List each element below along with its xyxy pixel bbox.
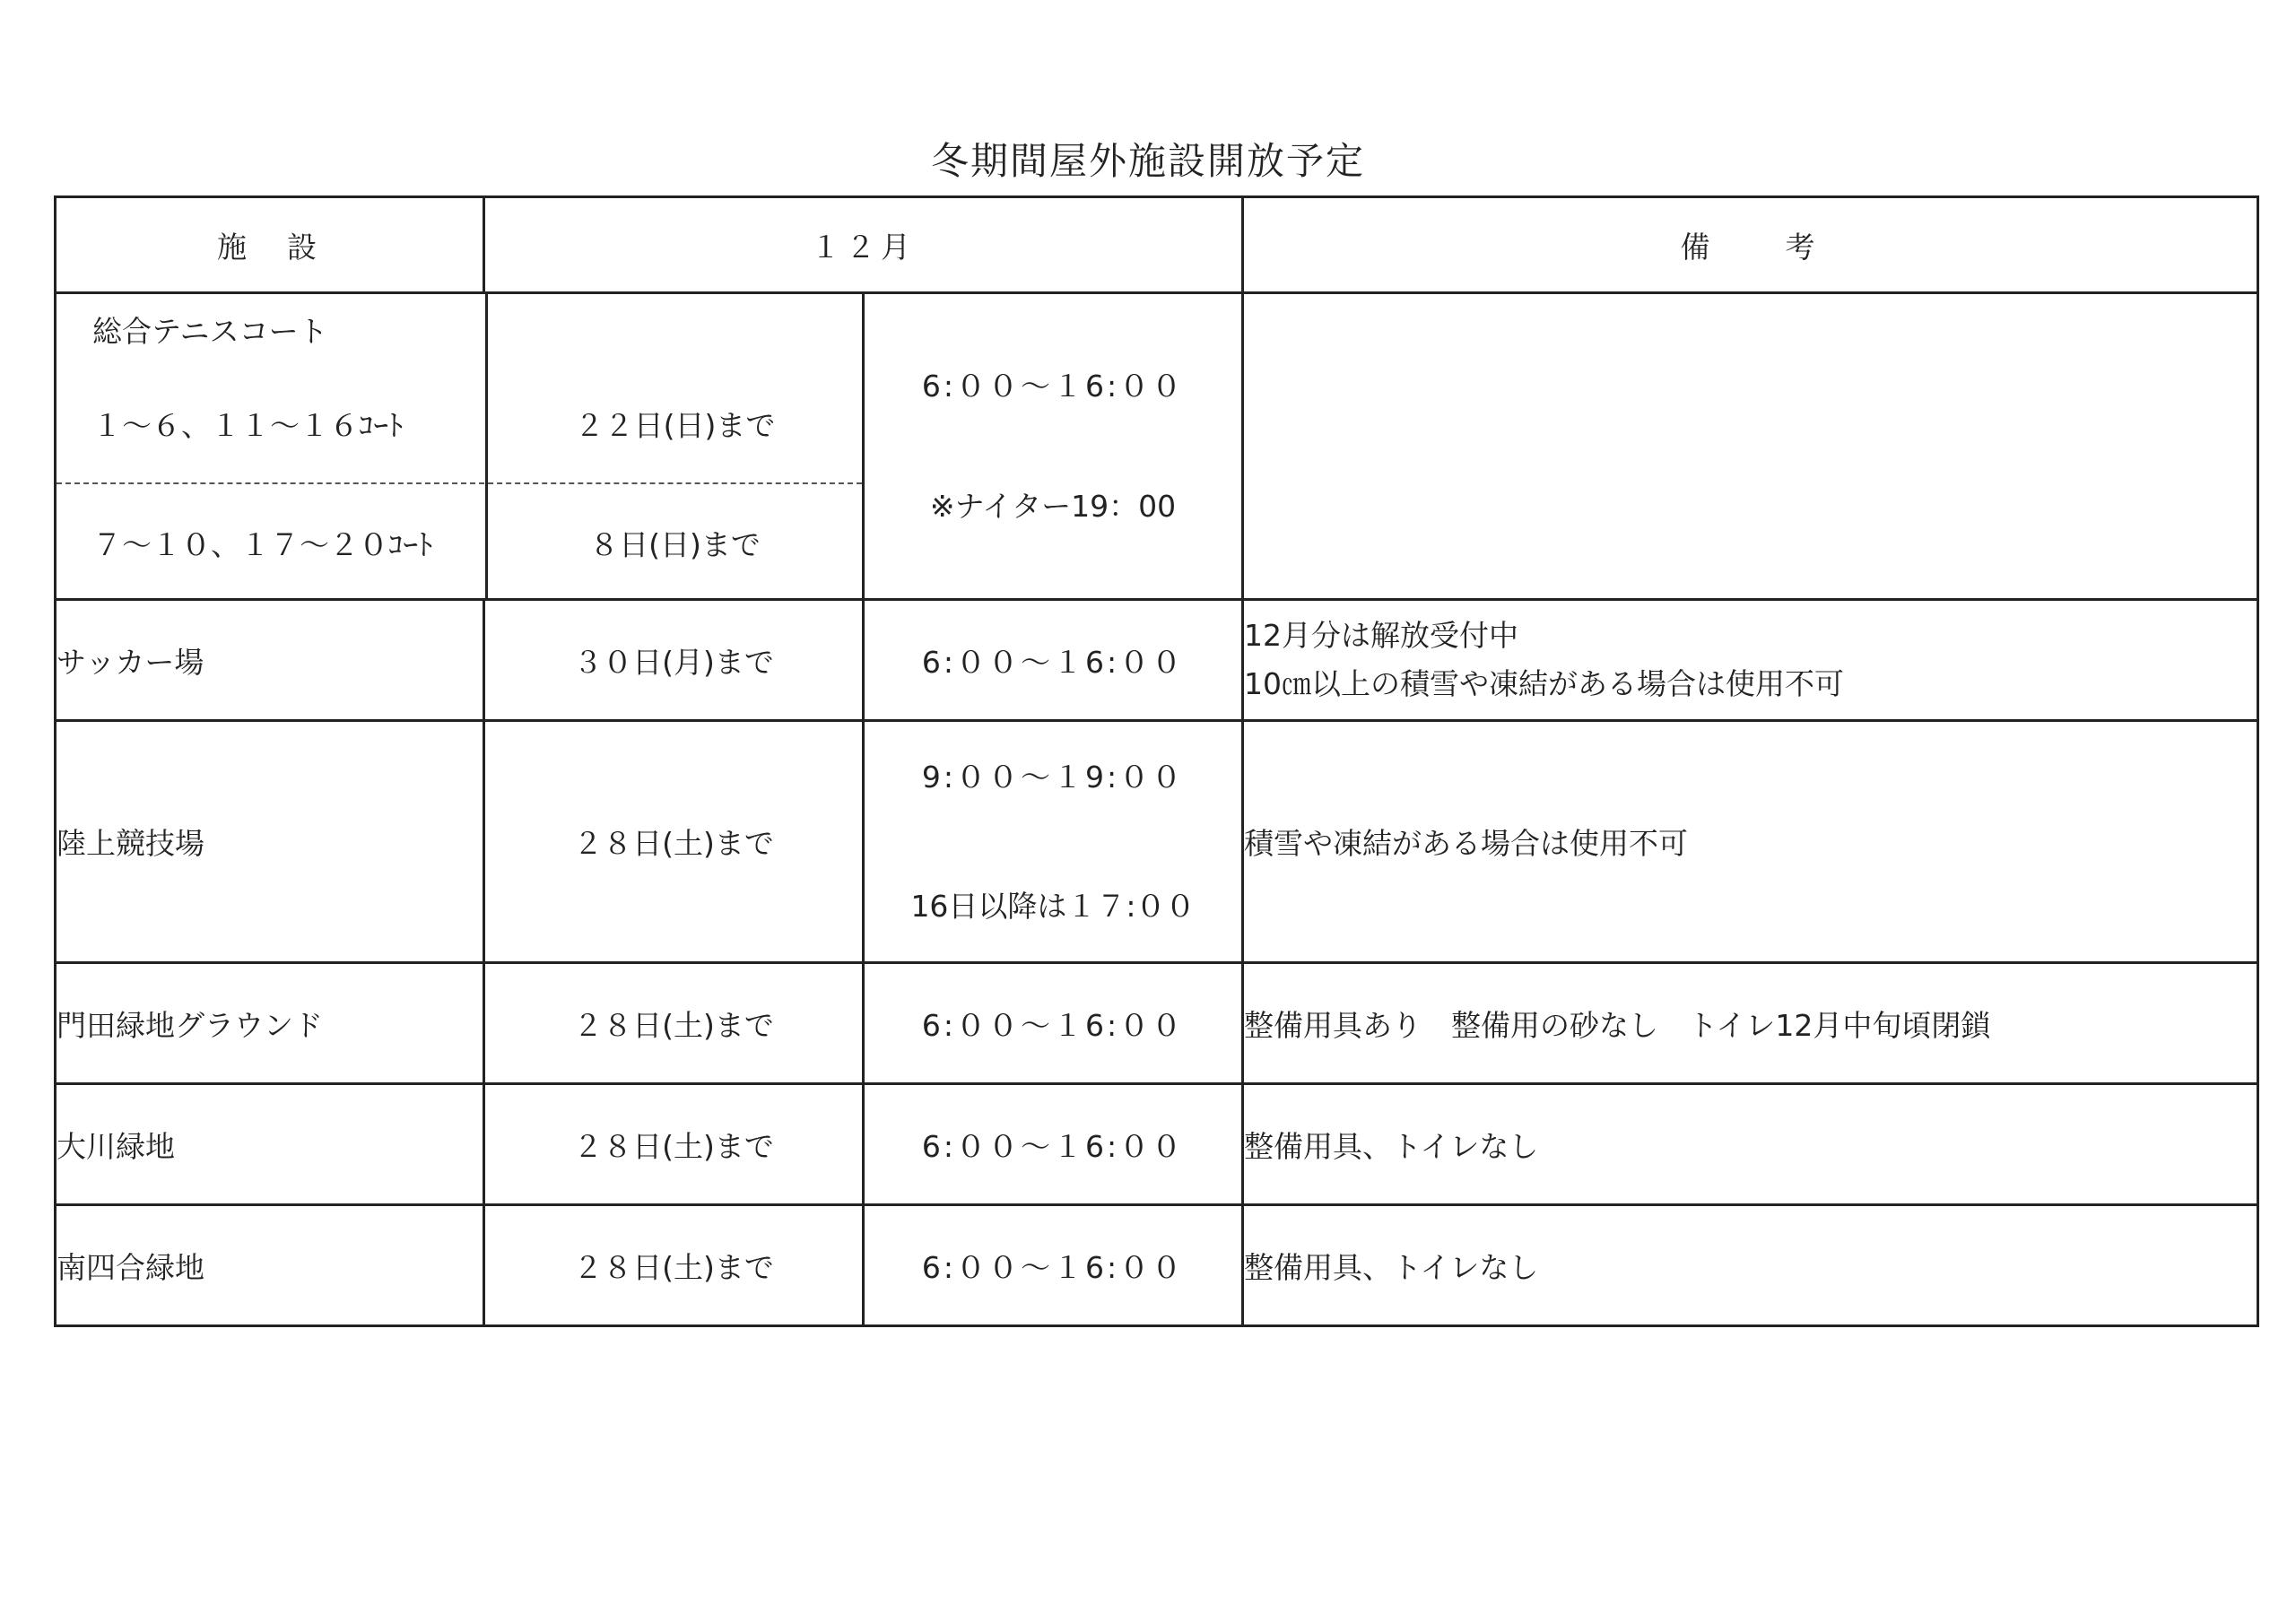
header-month: １２月 (484, 197, 1243, 293)
table-row-kadota (56, 963, 2258, 1084)
tennis-name: 総合テニスコート (92, 314, 328, 349)
note-cell: 積雪や凍結がある場合は使用不可 (1243, 721, 2258, 963)
time-cell: 6:００～１6:００ (864, 963, 1243, 1084)
tennis-courts-b-date: ８日(日)まで (589, 527, 761, 562)
document-title: 冬期間屋外施設開放予定 (930, 139, 1365, 183)
time-cell: 6:００～１6:００ (864, 1205, 1243, 1326)
table-header-row (56, 197, 2258, 293)
time-cell (864, 721, 1243, 963)
note-cell: 整備用具、トイレなし (1243, 1205, 2258, 1326)
table-row-minamishigo (56, 1205, 2258, 1326)
header-facility: 施 設 (56, 197, 484, 293)
header-notes: 備 考 (1243, 197, 2258, 293)
tennis-divider (57, 482, 862, 484)
facility-cell: サッカー場 (56, 600, 484, 721)
facility-cell: 南四合緑地 (56, 1205, 484, 1326)
date-cell: ２８日(土)まで (484, 1084, 864, 1205)
tennis-night-time: ※ナイター19：00 (929, 488, 1177, 524)
tennis-note-cell (1243, 293, 2258, 600)
date-cell: ２８日(土)まで (484, 963, 864, 1084)
date-cell: ２８日(土)まで (484, 721, 864, 963)
table-row-okawa (56, 1084, 2258, 1205)
note-cell: 整備用具、トイレなし (1243, 1084, 2258, 1205)
facility-cell: 門田緑地グラウンド (56, 963, 484, 1084)
tennis-time-cell (864, 293, 1243, 600)
table-row-tennis (56, 293, 2258, 600)
note-line-1: 12月分は解放受付中 (1244, 618, 1518, 653)
tennis-courts-b: ７～１０、１７～２０ｺｰﾄ (92, 527, 433, 562)
table-row-soccer (56, 600, 2258, 721)
track-time: 9:００～１9:００ (921, 759, 1185, 795)
facility-cell: 陸上競技場 (56, 721, 484, 963)
facility-cell: 大川緑地 (56, 1084, 484, 1205)
tennis-time: 6:００～１6:００ (921, 368, 1185, 404)
note-cell: 整備用具あり 整備用の砂なし トイレ12月中旬頃閉鎖 (1243, 963, 2258, 1084)
note-line-2: 10㎝以上の積雪や凍結がある場合は使用不可 (1244, 666, 1844, 701)
time-cell: 6:００～１6:００ (864, 600, 1243, 721)
facility-schedule-table (54, 195, 2259, 1327)
tennis-facility-cell (56, 293, 864, 600)
track-time-note: 16日以降は１７:００ (910, 888, 1196, 924)
tennis-courts-a: １～６、１１～１６ｺｰﾄ (92, 408, 404, 443)
note-cell (1243, 600, 2258, 721)
table-row-track (56, 721, 2258, 963)
tennis-inner-border (485, 294, 488, 598)
date-cell: ２８日(土)まで (484, 1205, 864, 1326)
tennis-courts-a-date: ２２日(日)まで (574, 408, 776, 443)
time-cell: 6:００～１6:００ (864, 1084, 1243, 1205)
date-cell: ３０日(月)まで (484, 600, 864, 721)
